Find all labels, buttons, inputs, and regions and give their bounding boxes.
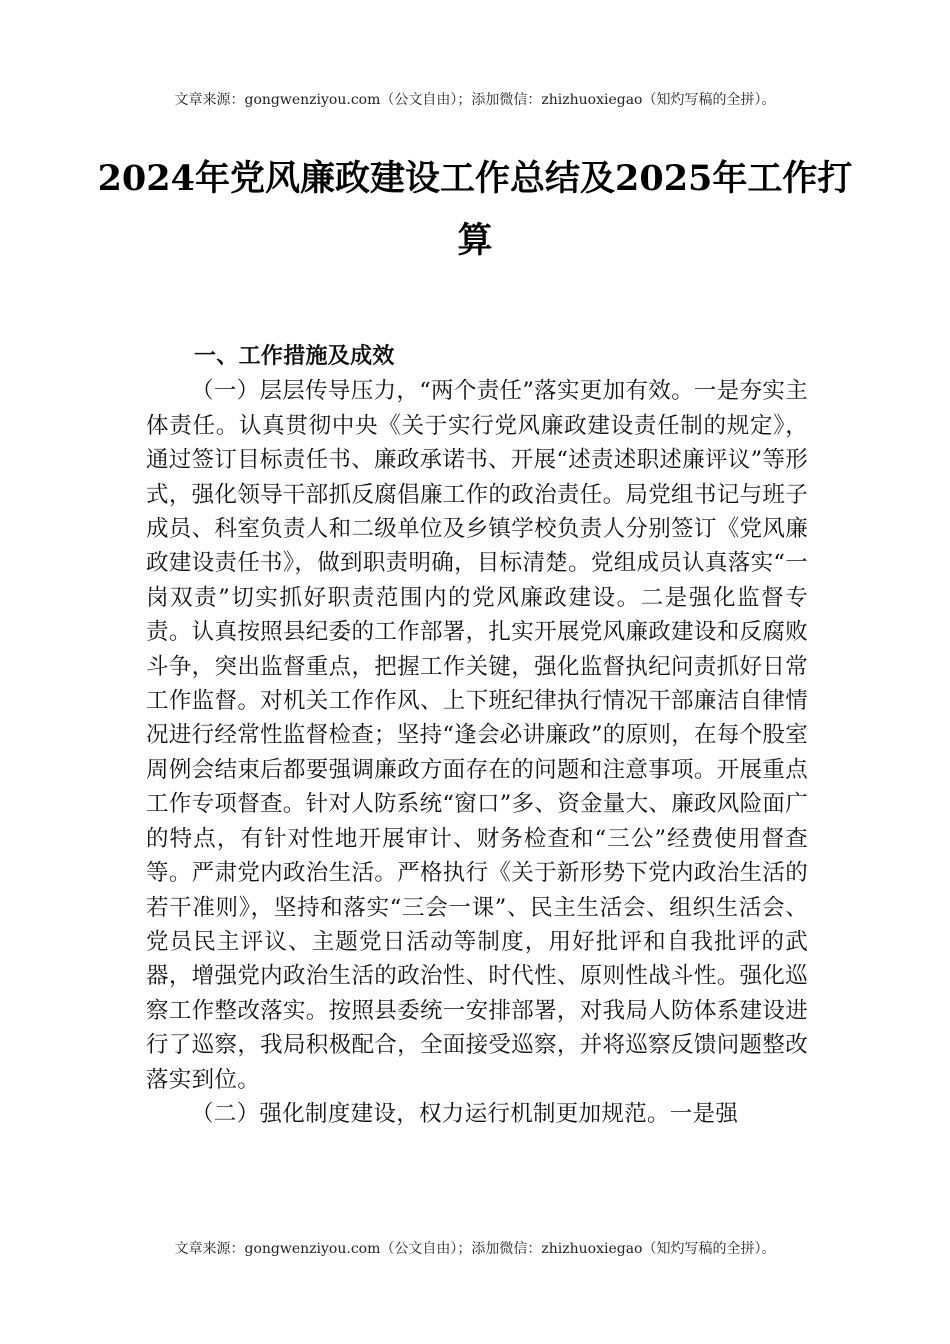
- section-heading: 一、工作措施及成效: [194, 344, 395, 369]
- paragraph: （二）强化制度建设，权力运行机制更加规范。一是强: [191, 1100, 739, 1127]
- paragraph: （一）层层传导压力，“两个责任”落实更加有效。一是夯实主体责任。认真贯彻中央《关于实行党风廉政建设责任制的规定》，通过签订目标责任书、廉政承诺书、开展“述责述职述廉评议”等形式，强化领导干部抓反腐倡廉工作的政治责任。局党组书记与班子成员、科室负责人和二级单位及乡镇学校负责人分别签订《党风廉政建设责任书》，做到职责明确，目标清楚。党组成员认真落实“一岗双责”切实抓好职责范围内的党风廉政建设。二是强化监督专责。认真按照县纪委的工作部署，扎实开展党风廉政建设和反腐败斗争，突出监督重点，把握工作关键，强化监督执纪问责抓好日常工作监督。对机关工作作风、上下班纪律执行情况干部廉洁自律情况进行经常性监督检查；坚持“逢会必讲廉政”的原则，在每个股室周例会结束后都要强调廉政方面存在的问题和注意事项。开展重点工作专项督查。针对人防系统“窗口”多、资金量大、廉政风险面广的特点，有针对性地开展审计、财务检查和“三公”经费使用督查等。严肃党内政治生活。严格执行《关于新形势下党内政治生活的若干准则》，坚持和落实“三会一课”、民主生活会、组织生活会、党员民主评议、主题党日活动等制度，用好批评和自我批评的武器，增强党内政治生活的政治性、时代性、原则性战斗性。强化巡察工作整改落实。按照县委统一安排部署，对我局人防体系建设进行了巡察，我局积极配合，全面接受巡察，并将巡察反馈问题整改落实到位。: [146, 378, 809, 1093]
- document-title: 2024年党风廉政建设工作总结及2025年工作打算: [97, 158, 853, 261]
- document-body: [146, 340, 808, 1131]
- header-source-note: 文章来源：gongwenziyou.com（公文自由）；添加微信：zhizhuoxiegao（知灼写稿的全拼）。: [174, 92, 776, 108]
- footer-source-note: 文章来源：gongwenziyou.com（公文自由）；添加微信：zhizhuoxiegao（知灼写稿的全拼）。: [174, 1241, 776, 1257]
